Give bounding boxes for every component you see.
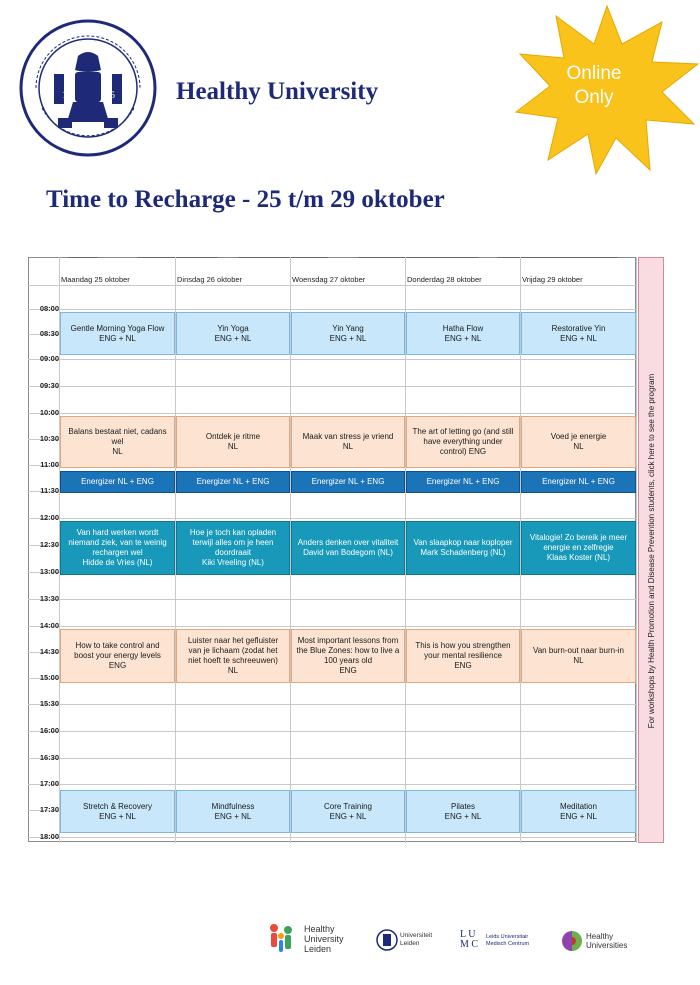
session-title: Hoe je toch kan opladen terwijl alles om je heen doordraait	[189, 528, 277, 557]
session-title: Core Training	[323, 801, 373, 811]
session-title: Stretch & Recovery	[83, 801, 152, 811]
session-speaker: Klaas Koster (NL)	[546, 553, 611, 562]
schedule-grid	[28, 257, 638, 843]
session-language: ENG	[454, 661, 472, 670]
session-block[interactable]	[521, 312, 636, 355]
session-language: ENG + NL	[560, 811, 597, 821]
grid-row-line	[28, 386, 636, 387]
session-block[interactable]	[60, 312, 175, 355]
time-label: 09:30	[39, 381, 59, 390]
energizer-block[interactable]	[60, 471, 175, 493]
session-block[interactable]	[291, 790, 405, 833]
time-label: 12:00	[39, 513, 59, 522]
session-title: Energizer NL + ENG	[196, 477, 270, 486]
session-title: Restorative Yin	[551, 323, 606, 333]
time-label: 08:30	[39, 329, 59, 338]
svg-text:75: 75	[106, 90, 115, 100]
session-block[interactable]	[521, 790, 636, 833]
session-title: Pilates	[450, 801, 475, 811]
session-title: Van slaapkop naar koploper	[413, 538, 513, 547]
day-header: Woensdag 27 oktober	[292, 275, 366, 284]
grid-top-stroke	[358, 257, 478, 258]
grid-row-line	[28, 518, 636, 519]
time-label: 14:30	[39, 647, 59, 656]
energizer-block[interactable]	[406, 471, 520, 493]
session-language: NL	[227, 442, 239, 451]
session-title: Ontdek je ritme	[205, 432, 261, 441]
grid-top-stroke	[498, 257, 618, 258]
session-language: ENG + NL	[329, 811, 367, 821]
session-title: Yin Yang	[332, 323, 364, 333]
session-block[interactable]	[406, 790, 520, 833]
session-block[interactable]	[176, 416, 290, 468]
session-language: ENG + NL	[99, 333, 136, 343]
day-header: Maandag 25 oktober	[61, 275, 130, 284]
session-block[interactable]	[406, 312, 520, 355]
time-label: 09:00	[39, 354, 59, 363]
session-title: Voed je energie	[550, 432, 607, 441]
grid-top-stroke	[238, 257, 328, 258]
session-title: Vitalogie! Zo bereik je meer energie en zelfregie	[529, 533, 628, 552]
session-language: ENG + NL	[444, 811, 482, 821]
session-title: Hatha Flow	[442, 323, 484, 333]
session-title: Anders denken over vitaliteit	[297, 538, 399, 547]
time-label: 14:00	[39, 621, 59, 630]
time-label: 18:00	[39, 832, 59, 841]
leaf-icon	[560, 929, 584, 953]
session-title: Van hard werken wordt niemand ziek, van te weinig rechargen wel	[68, 528, 167, 557]
online-only-label: Online Only	[566, 63, 622, 108]
session-title: Luister naar het gefluister van je lichaam (zodat het niet hoeft te schreeuwen)	[187, 636, 279, 665]
student-workshops-text: For workshops by Health Promotion and Disease Prevention students, click here to see the program	[647, 373, 656, 729]
session-language: NL	[342, 442, 354, 451]
session-title: The art of letting go (and still have everything under control) ENG	[412, 427, 514, 456]
time-label: 17:00	[39, 779, 59, 788]
student-workshops-link[interactable]	[638, 257, 664, 843]
session-language: ENG + NL	[99, 811, 136, 821]
day-header: Dinsdag 26 oktober	[177, 275, 243, 284]
session-language: NL	[573, 442, 584, 451]
time-label: 17:30	[39, 805, 59, 814]
session-block[interactable]	[176, 790, 290, 833]
grid-row-line	[28, 837, 636, 838]
session-language: ENG + NL	[560, 333, 597, 343]
grid-row-line	[28, 626, 636, 627]
session-title: Mindfulness	[211, 801, 255, 811]
session-title: Gentle Morning Yoga Flow	[70, 323, 165, 333]
session-title: Energizer NL + ENG	[311, 477, 385, 486]
time-label: 10:30	[39, 434, 59, 443]
grid-row-line	[28, 784, 636, 785]
energizer-block[interactable]	[291, 471, 405, 493]
session-language: NL	[112, 447, 123, 456]
energizer-block[interactable]	[521, 471, 636, 493]
session-title: This is how you strengthen your mental resilience	[415, 641, 511, 660]
session-title: Maak van stress je vriend	[302, 432, 394, 441]
session-title: Energizer NL + ENG	[542, 477, 615, 486]
session-block[interactable]	[406, 629, 520, 683]
session-block[interactable]	[406, 416, 520, 468]
session-title: Yin Yoga	[217, 323, 249, 333]
time-label: 08:00	[39, 304, 59, 313]
time-label: 16:30	[39, 753, 59, 762]
keynote-block[interactable]	[60, 521, 175, 575]
keynote-block[interactable]	[521, 521, 636, 575]
time-label: 10:00	[39, 408, 59, 417]
session-speaker: David van Bodegom (NL)	[303, 548, 393, 557]
session-speaker: Mark Schadenberg (NL)	[420, 548, 506, 557]
session-language: NL	[573, 656, 584, 665]
time-label: 12:30	[39, 540, 59, 549]
session-title: Most important lessons from the Blue Zones: how to live a 100 years old	[296, 636, 400, 665]
session-language: ENG + NL	[329, 333, 367, 343]
session-title: Energizer NL + ENG	[81, 477, 154, 486]
session-block[interactable]	[291, 416, 405, 468]
energizer-block[interactable]	[176, 471, 290, 493]
session-block[interactable]	[291, 312, 405, 355]
day-header: Donderdag 28 oktober	[407, 275, 482, 284]
header-row-line	[28, 285, 636, 286]
time-label: 11:00	[40, 460, 59, 469]
time-label: 16:00	[39, 726, 59, 735]
keynote-block[interactable]	[291, 521, 405, 575]
seal-icon	[376, 928, 398, 952]
grid-row-line	[28, 599, 636, 600]
session-block[interactable]	[60, 629, 175, 683]
grid-row-line	[28, 704, 636, 705]
grid-row-line	[28, 758, 636, 759]
page-title: Time to Recharge - 25 t/m 29 oktober	[46, 186, 445, 213]
people-icon	[264, 922, 300, 956]
time-label: 15:00	[39, 673, 59, 682]
session-title: Van burn-out naar burn-in	[532, 646, 625, 655]
leiden-seal-logo	[18, 18, 158, 158]
lumc-mark: L U M C	[460, 929, 479, 950]
grid-top-stroke	[138, 257, 218, 258]
session-block[interactable]	[176, 629, 290, 683]
session-block[interactable]	[521, 629, 636, 683]
session-block[interactable]	[60, 416, 175, 468]
keynote-block[interactable]	[406, 521, 520, 575]
session-speaker: Kiki Vreeling (NL)	[202, 558, 264, 567]
session-block[interactable]	[521, 416, 636, 468]
time-label: 15:30	[39, 699, 59, 708]
session-speaker: Hidde de Vries (NL)	[82, 558, 153, 567]
session-block[interactable]	[60, 790, 175, 833]
grid-col-line	[636, 257, 637, 843]
session-language: ENG + NL	[214, 811, 252, 821]
session-title: How to take control and boost your energy levels	[74, 641, 161, 660]
session-language: ENG + NL	[214, 333, 252, 343]
grid-row-line	[28, 359, 636, 360]
svg-text:15: 15	[62, 90, 71, 100]
grid-row-line	[28, 309, 636, 310]
grid-row-line	[28, 731, 636, 732]
time-label: 11:30	[40, 486, 59, 495]
session-language: NL	[227, 666, 239, 675]
session-block[interactable]	[291, 629, 405, 683]
session-language: ENG	[108, 661, 127, 670]
session-language: ENG + NL	[444, 333, 482, 343]
session-title: Energizer NL + ENG	[426, 477, 500, 486]
session-title: Balans bestaat niet, cadans wel	[68, 427, 167, 446]
session-language: ENG	[339, 666, 357, 675]
grid-top-stroke	[68, 257, 98, 258]
time-label: 13:00	[39, 567, 59, 576]
session-title: Meditation	[560, 801, 597, 811]
keynote-block[interactable]	[176, 521, 290, 575]
grid-row-line	[28, 413, 636, 414]
day-header: Vrijdag 29 oktober	[522, 275, 583, 284]
time-label: 13:30	[39, 594, 59, 603]
session-block[interactable]	[176, 312, 290, 355]
brand-title: Healthy University	[176, 78, 379, 105]
